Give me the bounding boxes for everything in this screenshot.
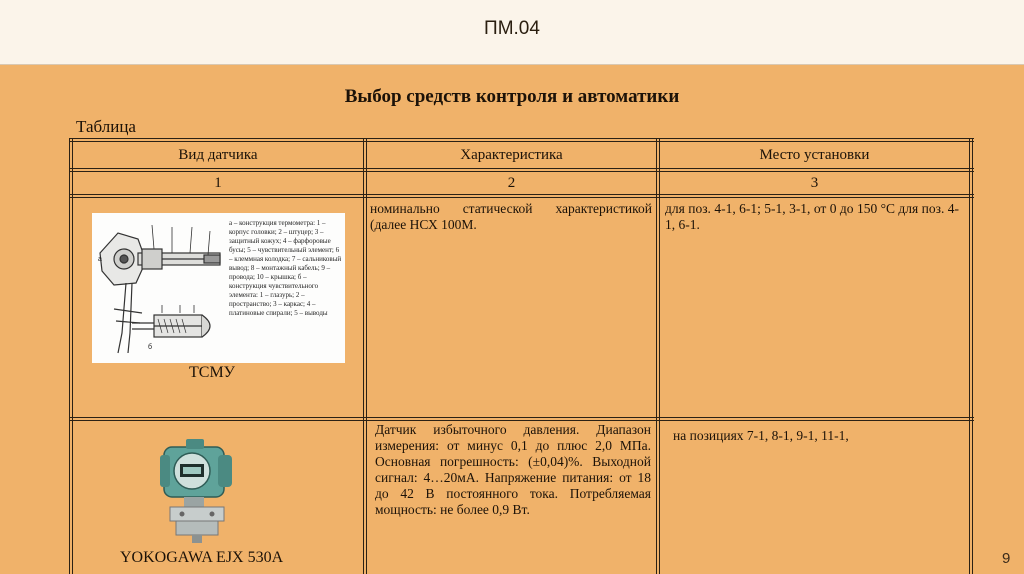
sensor-caption-yokogawa: YOKOGAWA EJX 530A bbox=[120, 549, 284, 566]
slide-header bbox=[0, 0, 1024, 65]
table-label: Таблица bbox=[76, 117, 136, 136]
sensor-table bbox=[69, 138, 974, 574]
table-rule bbox=[69, 194, 974, 195]
characteristic-cell: номинально статической характеристикой (далее НСХ 100М. bbox=[370, 201, 652, 232]
table-rule bbox=[366, 138, 367, 574]
svg-text:а: а bbox=[98, 256, 102, 263]
table-rule bbox=[972, 138, 973, 574]
table-rule bbox=[69, 417, 974, 418]
table-rule bbox=[72, 138, 73, 574]
page-number: 9 bbox=[1002, 550, 1011, 567]
thermometer-diagram bbox=[92, 213, 345, 363]
column-number: 1 bbox=[214, 174, 222, 191]
table-rule bbox=[69, 420, 974, 421]
column-header-characteristic: Характеристика bbox=[460, 146, 563, 163]
table-rule bbox=[69, 168, 974, 169]
header-title: ПМ.04 bbox=[484, 18, 540, 39]
page-title: Выбор средств контроля и автоматики bbox=[344, 86, 680, 107]
location-cell: на позициях 7-1, 8-1, 9-1, 11-1, bbox=[673, 428, 849, 443]
pressure-transmitter-icon bbox=[158, 433, 240, 545]
column-number: 3 bbox=[810, 174, 819, 191]
table-rule bbox=[69, 197, 974, 198]
thermometer-legend: а – конструкция термометра: 1 – корпус головки; 2 – штуцер; 3 – защитный кожух; 4 – фарфоровые бусы; 5 – чувствительный элемент; 6 – клеммная колодка; 7 – сальниковый вывод; 8 – монтажный кабель; 9 – провода; 10 – крышка; б – конструкция чувствительного элемента: 1 – глазурь; 2 – пространство; 3 – каркас; 4 – платиновые спирали; 5 – выводы bbox=[229, 219, 342, 317]
table-rule bbox=[969, 138, 970, 574]
table-rule bbox=[659, 138, 660, 574]
characteristic-cell: Датчик избыточного давления. Диапазон измерения: от минус 0,1 до плюс 2,0 МПа. Основная погрешность: (±0,04)%. Выходной сигнал: 4…20мА. Напряжение питания: от 18 до 42 В постоянного тока. Потребляемая мощность: не более 0,9 Вт. bbox=[375, 422, 651, 517]
column-header-sensor-type: Вид датчика bbox=[178, 146, 258, 163]
table-rule bbox=[69, 138, 974, 139]
column-number: 2 bbox=[507, 174, 516, 191]
column-header-location: Место установки bbox=[759, 146, 870, 163]
table-rule bbox=[69, 138, 70, 574]
table-rule bbox=[363, 138, 364, 574]
sensor-caption-tsmu: ТСМУ bbox=[189, 364, 235, 381]
svg-text:б: б bbox=[148, 344, 153, 351]
table-rule bbox=[656, 138, 657, 574]
location-cell: для поз. 4-1, 6-1; 5-1, 3-1, от 0 до 150 °С для поз. 4-1, 6-1. bbox=[665, 201, 959, 232]
